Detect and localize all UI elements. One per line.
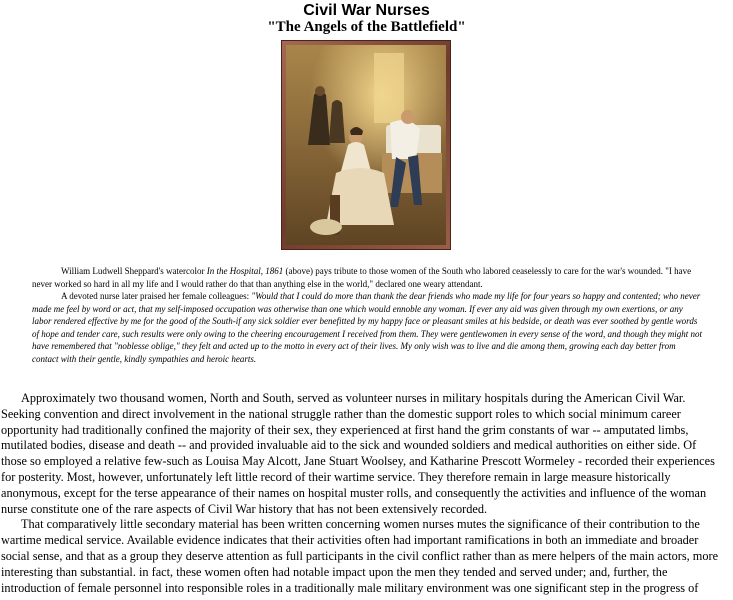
page-subtitle: "The Angels of the Battlefield" <box>267 19 466 35</box>
artwork-title: In the Hospital, 1861 <box>206 266 284 276</box>
body-paragraph-1: Approximately two thousand women, North and South, served as volunteer nurses in military hospitals during the American Civil War. Seeking convention and direct involvement in the national struggle rather than the domestic support roles to which social minimum career opportunity had traditionally confined the majority of their sex, they experienced at first hand the grim constants of war -- amputated limbs, mutilated bodies, disease and death -- and provided invaluable aid to the sick and wounded soldiers and medical authorities on either side. Of those so employed a relative few-such as Louisa May Alcott, Jane Stuart Woolsey, and Katharine Prescott Wormeley - recorded their experiences for posterity. Most, however, unfortunately left little record of their wartime service. They therefore remain in large measure historically anonymous, except for the terse appearance of their names on hospital muster rolls, and consequently the activities and influence of the woman nurse constitute one of the rare aspects of Civil War history that has not been extensively recorded. <box>1 391 715 516</box>
nurse-quote: "Would that I could do more than thank the dear friends who made my life for four years so happy and contented; who never made me feel by word or act, that my self-imposed occupation was otherwise than one which would ennoble any woman. If ever any aid was given through my own exertions, or any labor rendered effective by me for the good of the South-if any sick soldier ever benefitted by my happy face or pleasant smiles at his bedside, or death was ever soothed by gentle words of hope and tender care, such results were only owing to the cheering encouragement I received from them. They were gentlewomen in every sense of the word, and though they might not have remembered that "noblesse oblige," they felt and acted up to the motto in every act of their lives. My only wish was to live and die among them, growing each day better from contact with their gentle, kindly sympathies and heroic hearts. <box>32 291 703 364</box>
page-title: Civil War Nurses <box>303 2 430 19</box>
painting-caption <box>32 265 702 365</box>
article-body <box>1 391 723 596</box>
body-paragraph-2: That comparatively little secondary material has been written concerning women nurses mutes the significance of their contribution to the wartime medical service. Available evidence indicates that their activities often had important ramifications in both an immediate and broader social sense, and that as a group they deserve attention as full participants in the civil conflict rather than as mere helpers of the main actors, more interesting than substantial. in fact, these women often had notable impact upon the men they tended and served under; and, further, the introduction of female personnel into responsible roles in a traditionally male military environment was one significant step in the progress of <box>1 517 719 595</box>
painting-image <box>286 45 446 245</box>
caption-paragraph-1: William Ludwell Sheppard's watercolor In the Hospital, 1861 (above) pays tribute to those women of the South who labored ceaselessly to care for the war's wounded. "I have never worked so hard in all my life and I would rather do that than anything else in the world," declared one weary attendant. <box>32 266 692 289</box>
painting-frame <box>281 40 451 250</box>
caption-paragraph-2: A devoted nurse later praised her female colleagues: "Would that I could do more than thank the dear friends who made my life for four years so happy and contented; who never made me feel by word or act, that my self-imposed occupation was otherwise than one which would ennoble any woman. If ever any aid was given through my own exertions, or any labor rendered effective by me for the good of the South-if any sick soldier ever benefitted by my happy face or pleasant smiles at his bedside, or death was ever soothed by gentle words of hope and tender care, such results were only owing to the cheering encouragement I received from them. They were gentlewomen in every sense of the word, and though they might not have remembered that "noblesse oblige," they felt and acted up to the motto in every act of their lives. My only wish was to live and die among them, growing each day better from contact with their gentle, kindly sympathies and heroic hearts. <box>32 291 703 364</box>
